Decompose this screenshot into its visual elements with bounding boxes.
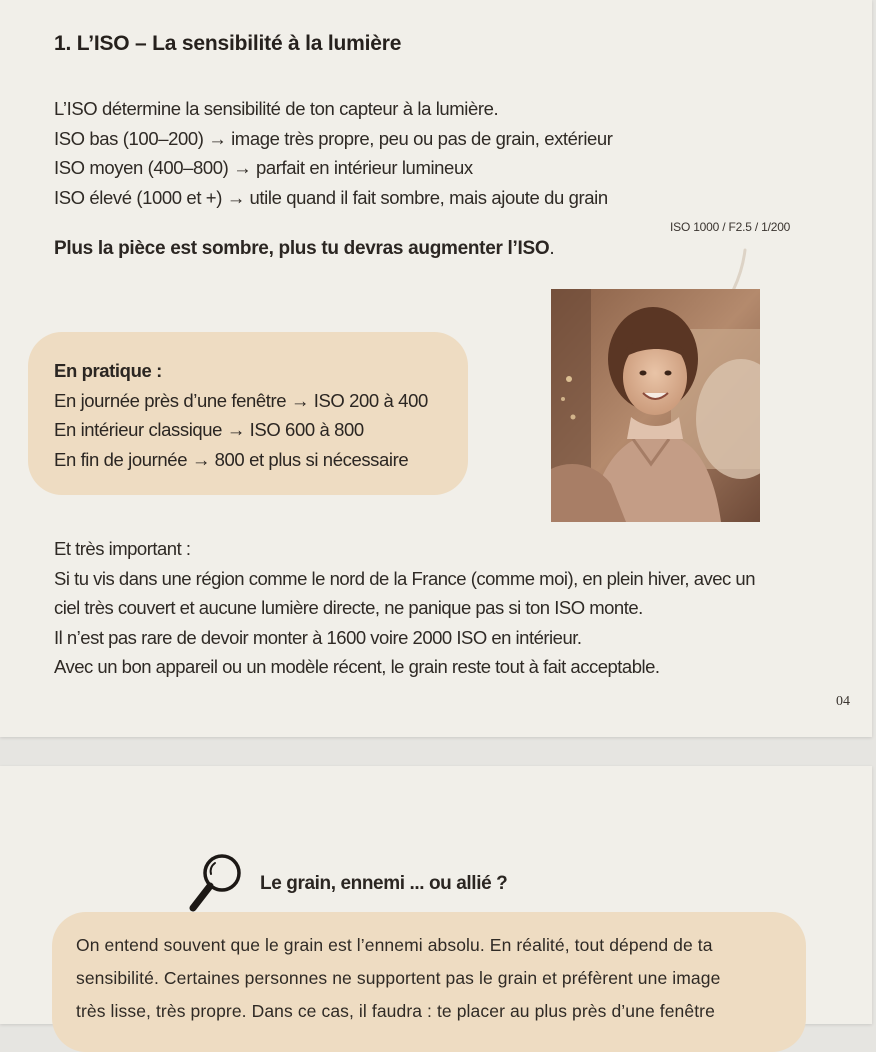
grain-line: On entend souvent que le grain est l’ennemi absolu. En réalité, tout dépend de ta [76,935,713,955]
important-paragraph [54,534,755,682]
section-title: 1. L’ISO – La sensibilité à la lumière [54,32,402,55]
grain-line: sensibilité. Certaines personnes ne supportent pas le grain et préfèrent une image [76,968,721,988]
important-line: Et très important : [54,538,191,559]
important-line: ciel très couvert et aucune lumière directe, ne panique pas si ton ISO monte. [54,597,643,618]
important-line: Si tu vis dans une région comme le nord de la France (comme moi), en plein hiver, avec un [54,567,756,589]
iso-intro-paragraph [54,94,613,212]
grain-box [52,912,806,1052]
magnifying-glass-icon [186,851,244,915]
practice-heading: En pratique : [54,360,162,381]
important-line: Avec un bon appareil ou un modèle récent, le grain reste tout à fait acceptable. [54,656,660,677]
emphasis-sentence [54,238,554,260]
photo-caption: ISO 1000 / F2.5 / 1/200 [670,220,791,234]
intro-line: ISO moyen (400–800) → parfait en intérieur lumineux [54,157,473,178]
practice-line: En fin de journée → 800 et plus si nécessaire [54,448,409,470]
practice-line: En journée près d’une fenêtre → ISO 200 à 400 [54,389,428,411]
intro-line: ISO élevé (1000 et +) → utile quand il fait sombre, mais ajoute du grain [54,186,608,208]
child-portrait-photo [551,289,760,522]
practice-line: En intérieur classique → ISO 600 à 800 [54,419,364,440]
intro-line: L’ISO détermine la sensibilité de ton capteur à la lumière. [54,98,499,119]
emphasis-end: . [549,238,555,259]
grain-line: très lisse, très propre. Dans ce cas, il faudra : te placer au plus près d’une fenêtre [76,1001,715,1021]
intro-line: ISO bas (100–200) → image très propre, peu ou pas de grain, extérieur [54,127,613,149]
practice-box [28,332,468,495]
important-line: Il n’est pas rare de devoir monter à 1600 voire 2000 ISO en intérieur. [54,626,582,648]
grain-subtitle: Le grain, ennemi ... ou allié ? [260,873,508,894]
page-number: 04 [836,694,850,709]
emphasis-bold: Plus la pièce est sombre, plus tu devras augmenter l’ISO [54,238,550,259]
